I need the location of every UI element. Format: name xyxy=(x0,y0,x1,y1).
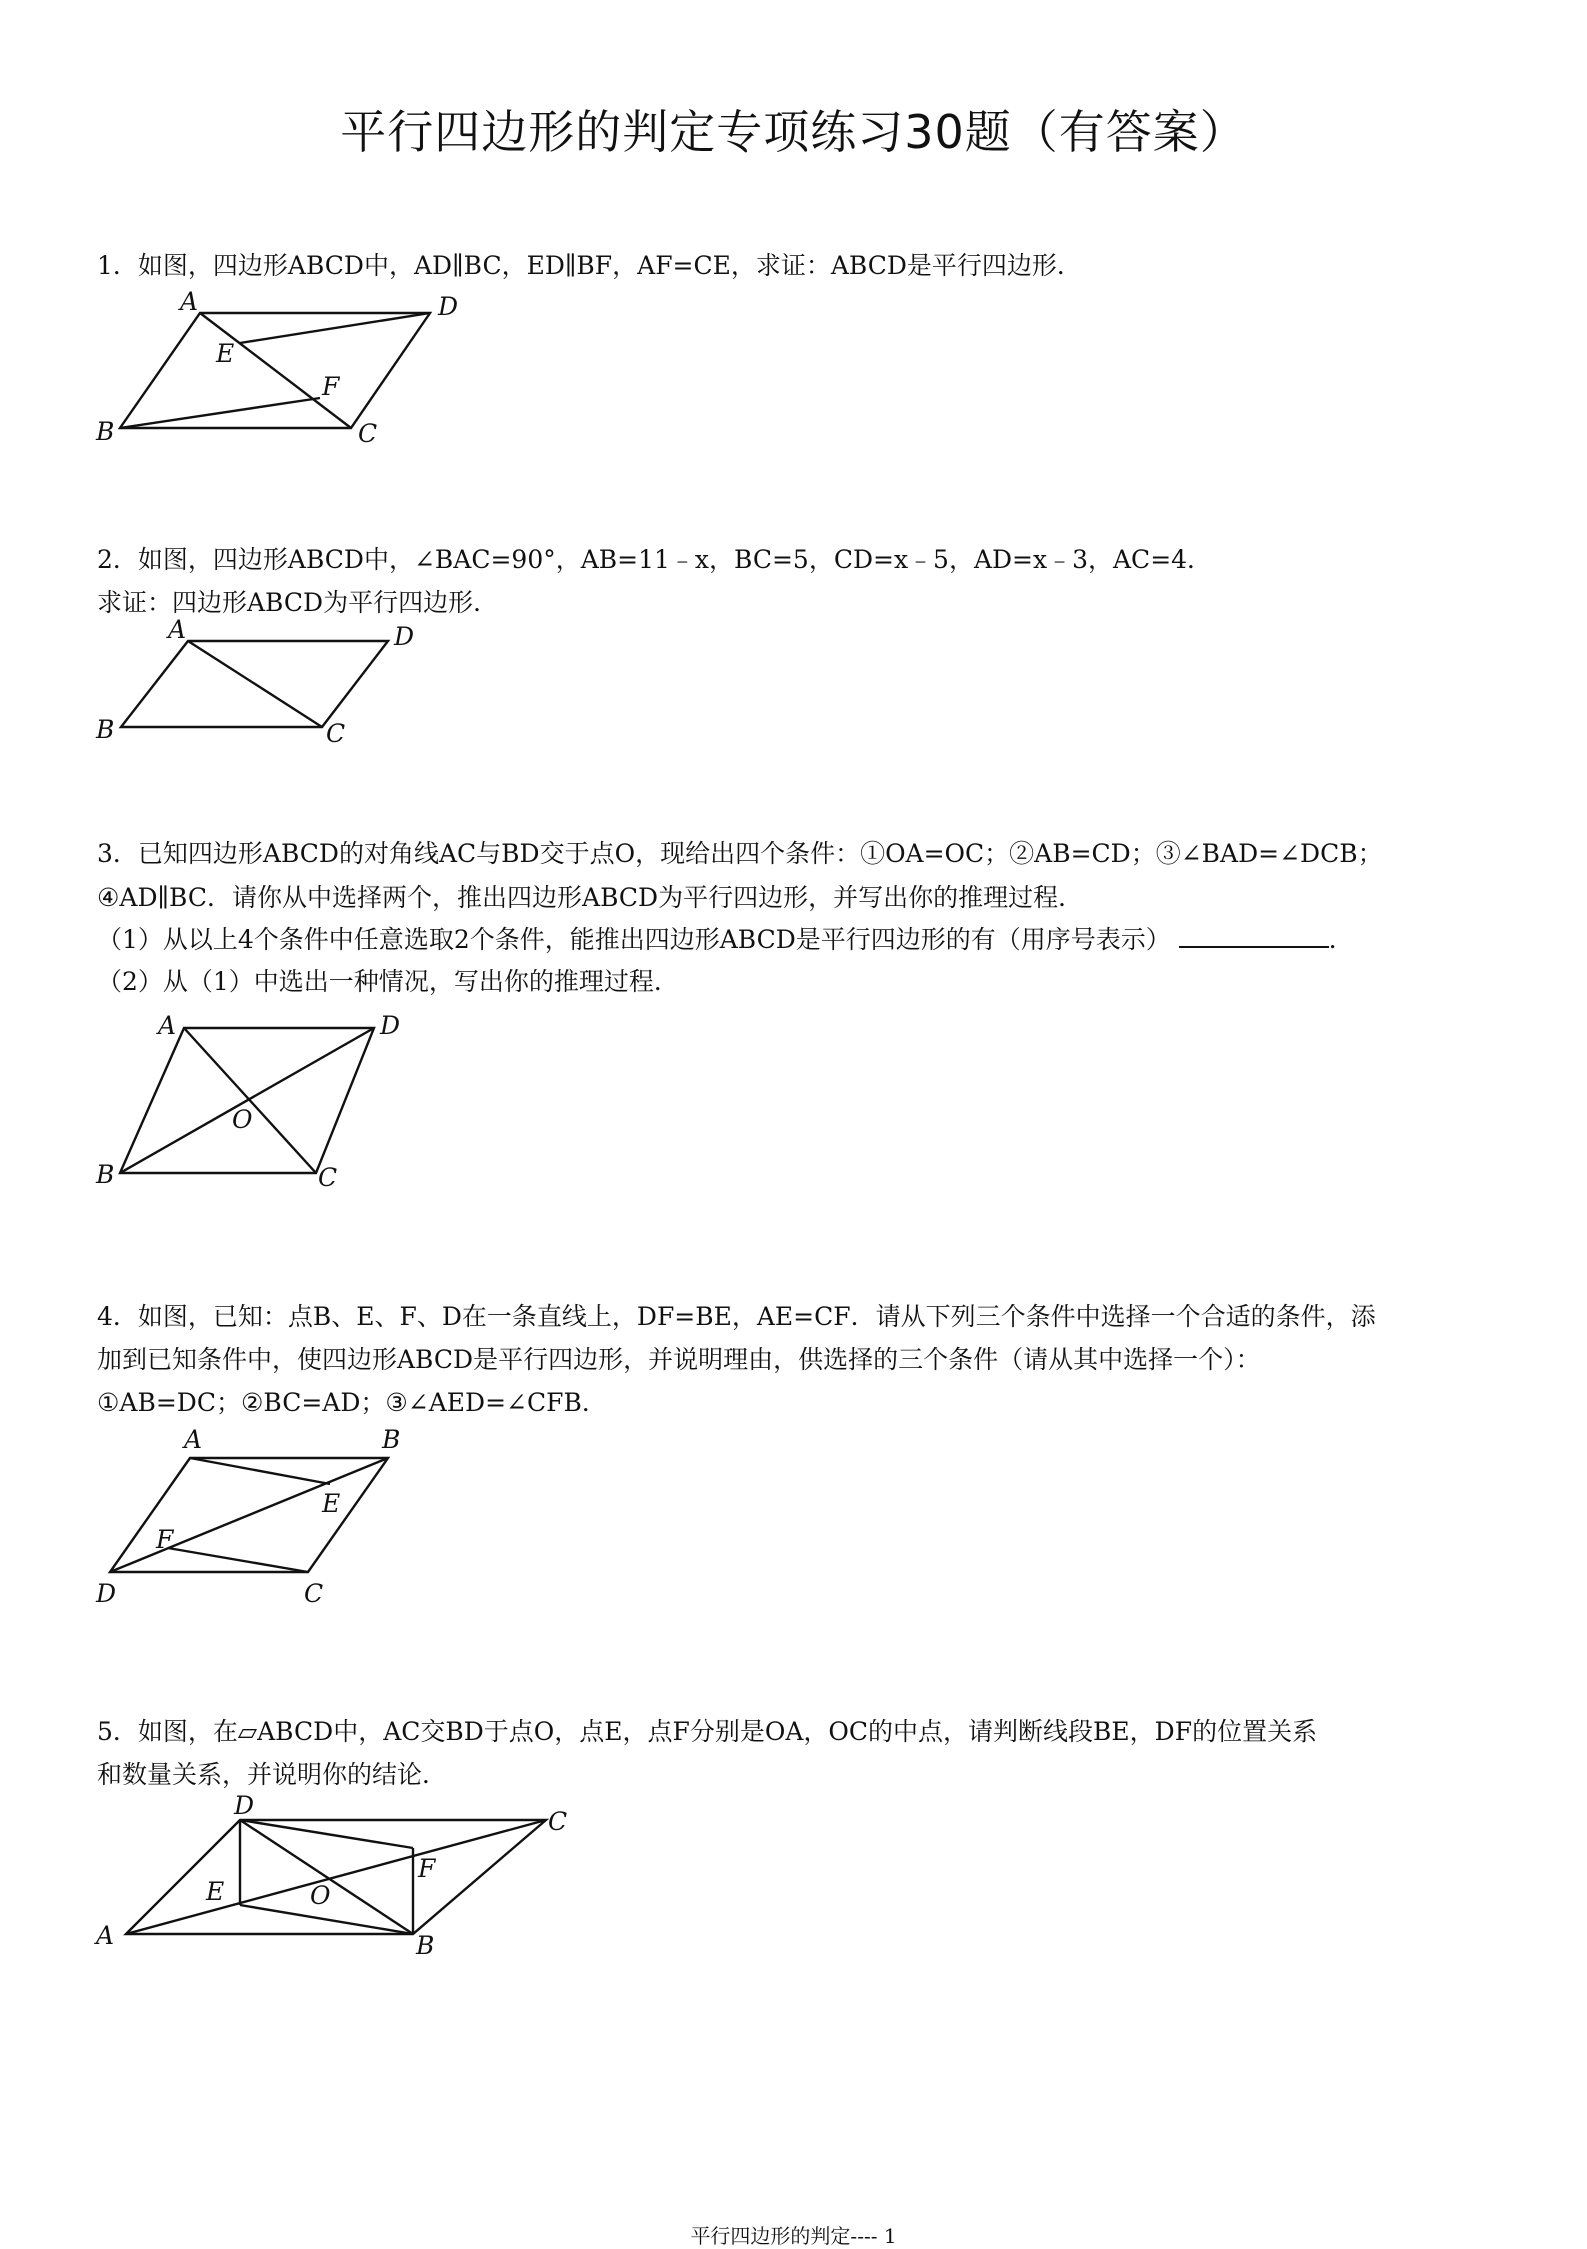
q1-label-a: A xyxy=(180,287,199,316)
answer-blank[interactable] xyxy=(1179,926,1329,948)
question-2-text-2: 求证：四边形ABCD为平行四边形． xyxy=(97,588,499,617)
q4-label-f: F xyxy=(156,1525,174,1554)
question-3-part-1: （1）从以上4个条件中任意选取2个条件，能推出四边形ABCD是平行四边形的有（用序号表示） xyxy=(97,925,1171,954)
question-3-text-2: ④AD∥BC．请你从中选择两个，推出四边形ABCD为平行四边形，并写出你的推理过程． xyxy=(97,883,1084,912)
q5-label-d: D xyxy=(234,1791,255,1820)
q5-label-f: F xyxy=(418,1854,436,1883)
q4-label-a: A xyxy=(184,1425,203,1454)
question-4-text-3: ①AB=DC；②BC=AD；③∠AED=∠CFB． xyxy=(97,1388,607,1417)
question-3-text-3 xyxy=(97,920,1354,956)
question-3-part-1-end: ． xyxy=(1328,925,1354,954)
question-3-text-4: （2）从（1）中选出一种情况，写出你的推理过程． xyxy=(97,967,679,996)
q5-label-o: O xyxy=(310,1881,331,1910)
q3-label-c: C xyxy=(318,1163,338,1192)
q5-label-c: C xyxy=(548,1807,568,1836)
q2-label-a: A xyxy=(168,615,187,644)
question-4-text-2: 加到已知条件中，使四边形ABCD是平行四边形，并说明理由，供选择的三个条件（请从其中选择一个）： xyxy=(97,1345,1261,1374)
question-4-text-1: 4．如图，已知：点B、E、F、D在一条直线上，DF=BE，AE=CF．请从下列三个条件中选择一个合适的条件，添 xyxy=(97,1302,1376,1331)
q4-label-d: D xyxy=(96,1579,117,1608)
page-footer: 平行四边形的判定---- 1 xyxy=(690,2224,897,2248)
page-title: 平行四边形的判定专项练习30题（有答案） xyxy=(340,105,1247,159)
q3-label-a: A xyxy=(158,1011,177,1040)
q1-label-d: D xyxy=(438,292,459,321)
q3-label-o: O xyxy=(232,1105,253,1134)
q2-label-d: D xyxy=(394,622,415,651)
question-1-text: 1．如图，四边形ABCD中，AD∥BC，ED∥BF，AF=CE，求证：ABCD是平行四边形． xyxy=(97,251,1082,280)
q5-label-e: E xyxy=(206,1877,225,1906)
q4-label-b: B xyxy=(382,1425,401,1454)
q1-label-c: C xyxy=(358,419,378,448)
q3-label-d: D xyxy=(380,1011,401,1040)
q2-label-c: C xyxy=(326,719,346,748)
q4-label-e: E xyxy=(322,1489,341,1518)
question-3-text-1: 3．已知四边形ABCD的对角线AC与BD交于点O，现给出四个条件：①OA=OC；②AB=CD；③∠BAD=∠DCB； xyxy=(97,839,1383,868)
q2-label-b: B xyxy=(96,715,115,744)
question-5-text-1: 5．如图，在▱ABCD中，AC交BD于点O，点E，点F分别是OA，OC的中点，请判断线段BE，DF的位置关系 xyxy=(97,1717,1318,1746)
q1-label-b: B xyxy=(96,417,115,446)
q1-label-e: E xyxy=(216,339,235,368)
q4-label-c: C xyxy=(304,1579,324,1608)
question-5-text-2: 和数量关系，并说明你的结论． xyxy=(97,1760,448,1789)
question-2-text-1: 2．如图，四边形ABCD中，∠BAC=90°，AB=11﹣x，BC=5，CD=x﹣5，AD=x﹣3，AC=4． xyxy=(97,545,1213,574)
q3-label-b: B xyxy=(96,1160,115,1189)
q5-label-b: B xyxy=(416,1931,435,1960)
q5-label-a: A xyxy=(96,1921,115,1950)
q1-label-f: F xyxy=(322,372,340,401)
